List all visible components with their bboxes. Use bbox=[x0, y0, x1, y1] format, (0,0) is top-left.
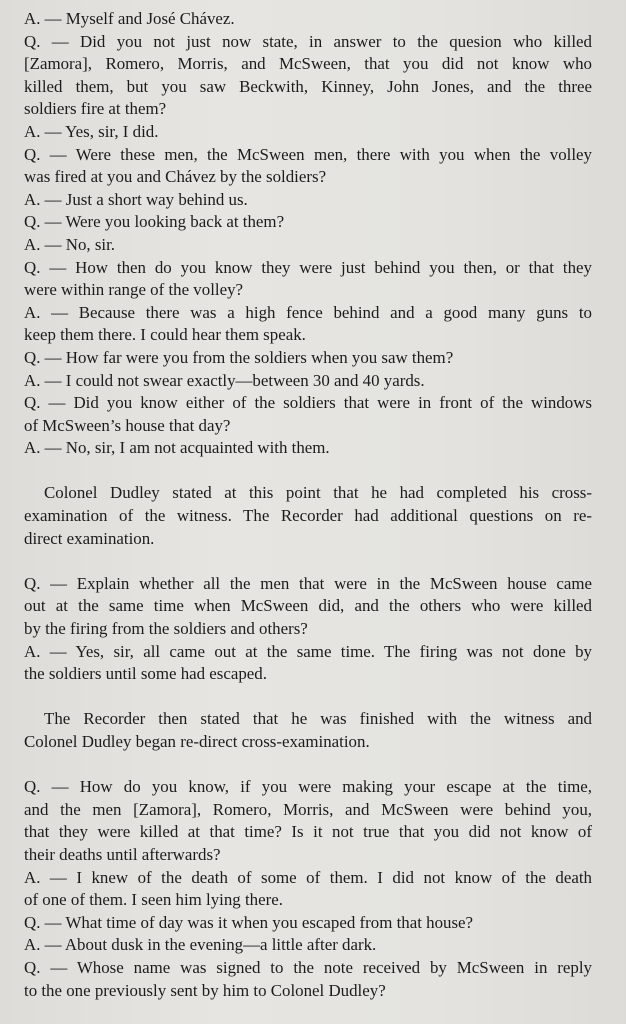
paragraph-gap bbox=[24, 754, 592, 777]
text-line: A. — No, sir. bbox=[24, 234, 116, 254]
testimony-paragraph bbox=[24, 934, 592, 957]
text-line: A. — About dusk in the evening—a little after dark. bbox=[24, 935, 377, 955]
testimony-paragraph bbox=[24, 189, 592, 212]
text-line: A. — No, sir, I am not acquainted with them. bbox=[24, 438, 330, 458]
text-line: A. — I could not swear exactly—between 30 and 40 yards. bbox=[24, 370, 425, 390]
text-line: A. — Because there was a high fence behind and a good many guns to bbox=[24, 302, 592, 322]
text-line: their deaths until afterwards? bbox=[24, 844, 221, 864]
text-line: Q. — Did you not just now state, in answer to the quesion who killed bbox=[24, 31, 592, 51]
testimony-paragraph bbox=[24, 8, 592, 31]
testimony-paragraph bbox=[24, 302, 592, 347]
text-line: Q. — How far were you from the soldiers when you saw them? bbox=[24, 347, 454, 367]
text-line: the soldiers until some had escaped. bbox=[24, 664, 267, 684]
testimony-paragraph bbox=[24, 912, 592, 935]
testimony-paragraph bbox=[24, 641, 592, 686]
text-line: Q. — How then do you know they were just behind you then, or that they bbox=[24, 257, 592, 277]
text-line: Q. — Explain whether all the men that were in the McSween house came bbox=[24, 573, 592, 593]
text-line: A. — I knew of the death of some of them. I did not know of the death bbox=[24, 867, 592, 887]
text-line: and the men [Zamora], Romero, Morris, and McSween were behind you, bbox=[24, 799, 592, 819]
text-line: Q. — Were you looking back at them? bbox=[24, 212, 285, 232]
text-line: Q. — How do you know, if you were making your escape at the time, bbox=[24, 777, 592, 797]
testimony-paragraph bbox=[24, 957, 592, 1002]
text-line: was fired at you and Chávez by the soldiers? bbox=[24, 167, 327, 187]
testimony-paragraph bbox=[24, 347, 592, 370]
text-line: Q. — What time of day was it when you escaped from that house? bbox=[24, 912, 474, 932]
paragraph-gap bbox=[24, 550, 592, 573]
text-line: Q. — Were these men, the McSween men, there with you when the volley bbox=[24, 144, 592, 164]
text-line: by the firing from the soldiers and others? bbox=[24, 619, 308, 639]
text-line: Q. — Did you know either of the soldiers that were in front of the windows bbox=[24, 393, 592, 413]
text-line: that they were killed at that time? Is it not true that you did not know of bbox=[24, 822, 592, 842]
text-line: examination of the witness. The Recorder had additional questions on re- bbox=[24, 506, 592, 526]
text-line: keep them there. I could hear them speak. bbox=[24, 325, 306, 345]
testimony-paragraph bbox=[24, 234, 592, 257]
text-line: A. — Yes, sir, all came out at the same time. The firing was not done by bbox=[24, 641, 592, 661]
testimony-paragraph bbox=[24, 867, 592, 912]
testimony-paragraph bbox=[24, 776, 592, 866]
text-line: soldiers fire at them? bbox=[24, 99, 167, 119]
text-line: A. — Just a short way behind us. bbox=[24, 189, 248, 209]
text-line: out at the same time when McSween did, and the others who were killed bbox=[24, 596, 592, 616]
text-line: of McSween’s house that day? bbox=[24, 415, 231, 435]
testimony-paragraph bbox=[24, 31, 592, 121]
text-line: Colonel Dudley stated at this point that he had completed his cross- bbox=[44, 483, 592, 503]
testimony-paragraph bbox=[24, 211, 592, 234]
text-line: Q. — Whose name was signed to the note received by McSween in reply bbox=[24, 957, 592, 977]
testimony-paragraph bbox=[24, 144, 592, 189]
text-line: direct examination. bbox=[24, 528, 155, 548]
text-line: Colonel Dudley began re-direct cross-examination. bbox=[24, 732, 370, 751]
paragraph-gap bbox=[24, 686, 592, 709]
testimony-paragraph bbox=[24, 257, 592, 302]
paragraph-gap bbox=[24, 460, 592, 483]
text-line: killed them, but you saw Beckwith, Kinney, John Jones, and the three bbox=[24, 76, 592, 96]
testimony-paragraph bbox=[24, 573, 592, 641]
narrative-paragraph bbox=[24, 708, 592, 753]
text-line: A. — Myself and José Chávez. bbox=[24, 9, 235, 28]
testimony-paragraph bbox=[24, 437, 592, 460]
testimony-paragraph bbox=[24, 392, 592, 437]
text-line: The Recorder then stated that he was finished with the witness and bbox=[44, 709, 592, 729]
narrative-paragraph bbox=[24, 482, 592, 550]
text-line: to the one previously sent by him to Colonel Dudley? bbox=[24, 980, 386, 1000]
text-line: were within range of the volley? bbox=[24, 280, 244, 300]
text-line: [Zamora], Romero, Morris, and McSween, that you did not know who bbox=[24, 54, 592, 74]
testimony-paragraph bbox=[24, 121, 592, 144]
text-line: A. — Yes, sir, I did. bbox=[24, 121, 159, 141]
testimony-paragraph bbox=[24, 370, 592, 393]
text-line: of one of them. I seen him lying there. bbox=[24, 890, 283, 910]
